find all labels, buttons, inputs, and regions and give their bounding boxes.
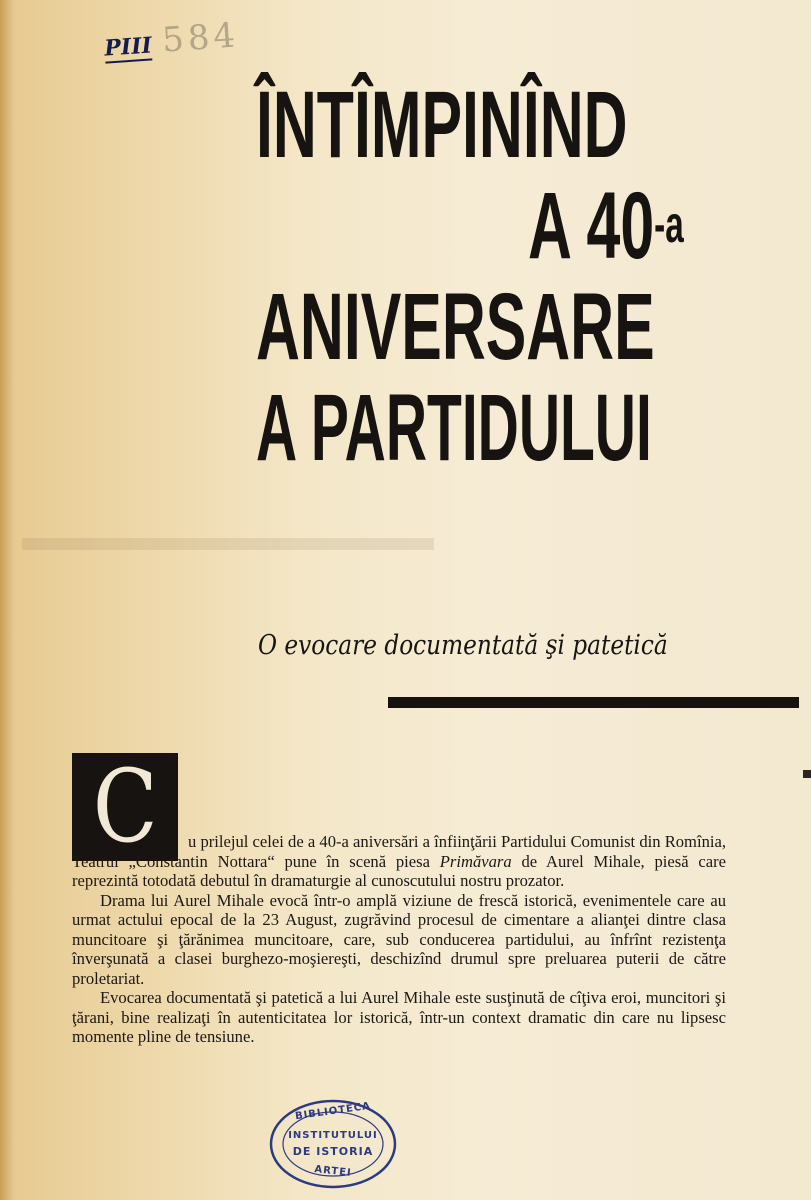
headline-line-2-suffix: -a [654, 196, 684, 254]
stamp-text-bottom: ARTEI [313, 1164, 353, 1179]
article-body [72, 832, 726, 1047]
play-title: Primăvara [439, 851, 512, 871]
margin-mark [803, 770, 811, 778]
article-subtitle: O evocare documentată şi patetică [258, 630, 668, 661]
headline [256, 72, 726, 482]
call-number-roman: PIII [103, 32, 153, 62]
bleed-through-band [22, 538, 434, 550]
paragraph-1-text-b: de Aurel Mihale, piesă care reprezintă totodată debutul în dramaturgie al cunoscutului nostru prozator. [72, 851, 726, 890]
article-paragraph-1 [72, 832, 726, 891]
library-stamp [268, 1098, 398, 1190]
article-paragraph-2: Drama lui Aurel Mihale evocă într-o amplă viziune de frescă istorică, evenimentele care au urmat actului epocal de la 23 August, zugrăvind procesul de cimentare a alianţei dintre clasa muncitoare şi ţărănimea muncitoare, care, sub conducerea partidului, au înfrînt rezistenţa înverşunată a clasei burghezo-moşiereşti, deschizînd drumul spre preluarea puterii de către proletariat. [72, 890, 726, 988]
page-edge-shadow [0, 0, 14, 1200]
stamp-text-line-1: INSTITUTULUI [288, 1130, 378, 1141]
headline-line-2-main: A 40 [528, 173, 655, 279]
drop-cap-letter: C [92, 748, 158, 865]
headline-line-2 [528, 173, 684, 279]
headline-line-4: A PARTIDULUI [256, 375, 652, 481]
article-paragraph-3: Evocarea documentată şi patetică a lui Aurel Mihale este susţinută de cîţiva eroi, muncitori şi ţărani, bine realizaţi în autenticitatea lor istorică, într-un context dramatic din care nu lipsesc momente pline de tensiune. [72, 988, 726, 1046]
paragraph-1-text-a: u prilejul celei de a 40-a aniversări a înfiinţării Partidului Comunist din Romînia, Teatrul „Constantin Nottara“ pune în scenă piesa [72, 832, 726, 871]
horizontal-rule [388, 697, 799, 708]
library-call-number [103, 15, 241, 64]
stamp-text-top: BIBLIOTECA [294, 1100, 372, 1123]
stamp-text-line-2: DE ISTORIA [292, 1145, 374, 1158]
call-number-digits: 584 [160, 15, 241, 61]
headline-line-3: ANIVERSARE [256, 274, 655, 380]
headline-line-1: ÎNTÎMPINÎND [256, 72, 628, 178]
